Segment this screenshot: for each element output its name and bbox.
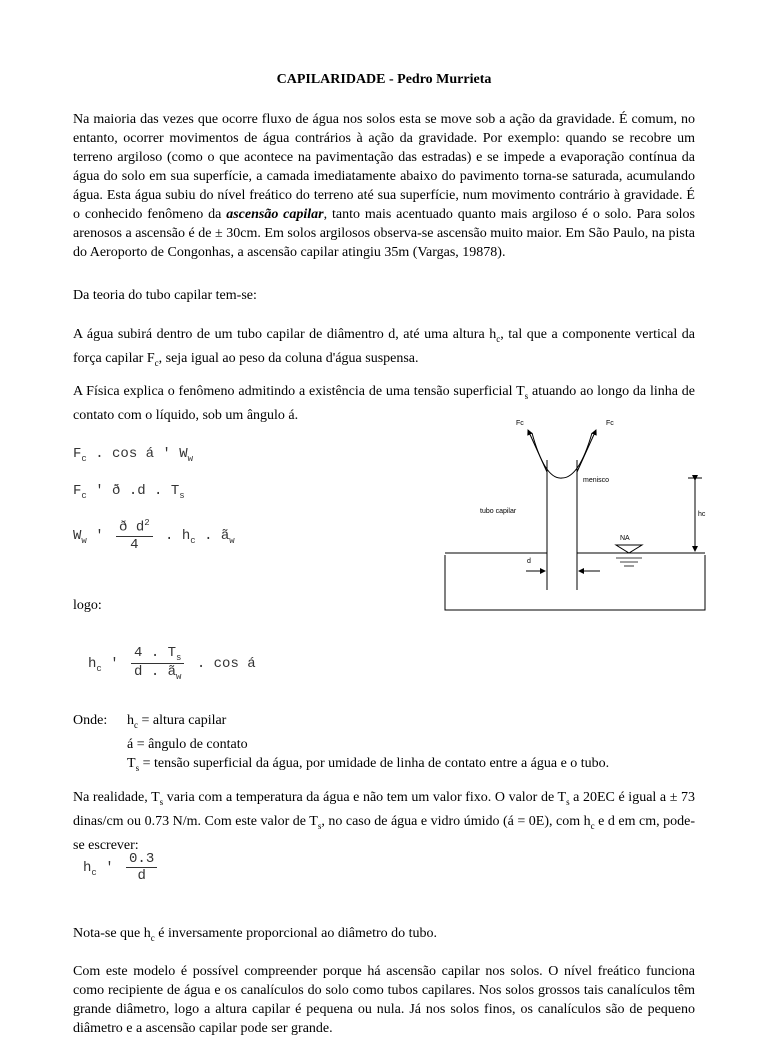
- paragraph-model: Com este modelo é possível compreender porque há ascensão capilar nos solos. O nível freático funciona como recipiente de água e os canalículos do solo como tubos capilares. Nos solos grossos tais canalículos têm grande diâmetro, logo a altura capilar é pequena ou nula. Já nos solos finos, os canalículos são de pequeno diâmetro e a ascensão capilar pode ser grande.: [73, 964, 695, 1036]
- definition-hc: $h_c$ = altura capilar: [127, 713, 227, 730]
- tube-text-c: , seja igual ao peso da coluna d'água suspensa.: [158, 350, 419, 366]
- hc-label: hc: [698, 511, 706, 518]
- intro-emphasis: ascensão capilar: [226, 207, 324, 222]
- water-container: [445, 555, 705, 610]
- paragraph-reality: Na realidade, $T_s$ varia com a temperatura da água e não tem um valor fixo. O valor de $T_s$ a 20EC é igual a ± 73 dinas/cm ou 0.73 N/m. Com este valor de $T_s$, no caso de água e vidro úmido (á = 0E), com $h_c$ e d em cm, pode-se escrever:: [73, 790, 696, 853]
- tubo-capilar-label: tubo capilar: [480, 508, 517, 515]
- paragraph-intro: [73, 110, 695, 262]
- na-triangle-icon: [616, 545, 642, 553]
- fc-label-left: Fc: [516, 420, 524, 427]
- document-title: CAPILARIDADE - Pedro Murrieta: [276, 72, 492, 87]
- onde-label: Onde:: [73, 713, 108, 728]
- definition-ts: $T_s$ = tensão superficial da água, por umidade de linha de contato entre a água e o tubo.: [127, 755, 610, 773]
- tube-sub-2: c: [154, 357, 159, 368]
- paragraph-tube: [73, 325, 695, 373]
- capillary-tube-diagram: [440, 415, 720, 615]
- paragraph-note: Nota-se que $h_c$ é inversamente proporcional ao diâmetro do tubo.: [73, 926, 438, 943]
- equation-3-fraction: $\frac{ð d^2}{4}$: [116, 518, 153, 553]
- equation-1: $F_c$ . cos á ' $W_w$: [73, 446, 194, 464]
- tube-text-a: A água subirá dentro de um tubo capilar de diâmentro d, até uma altura h: [73, 327, 497, 342]
- paragraph-theory: Da teoria do tubo capilar tem-se:: [73, 288, 257, 303]
- logo-label: logo:: [73, 598, 102, 613]
- menisco-label: menisco: [583, 477, 610, 484]
- equation-4: $h_c$ ' $\frac{4 . T_s}{d . ã_w}$ . cos á: [88, 645, 256, 682]
- tube-sub-1: c: [496, 333, 501, 344]
- equation-5-fraction: $\frac{0.3}{d}$: [126, 851, 157, 884]
- physics-text-b: atuando ao longo da linha de contato com o líquido, sob um ângulo á.: [73, 384, 695, 423]
- physics-sub: s: [524, 390, 529, 401]
- equation-3: $W_w$ ' $\frac{ð d^2}{4}$ . $h_c$ . $ã_w$: [73, 518, 235, 553]
- equation-2: $F_c$ ' ð .d . $T_s$: [73, 483, 185, 501]
- equation-5: $h_c$ ' $\frac{0.3}{d}$: [83, 851, 161, 884]
- fc-arrow-right: [577, 430, 596, 472]
- intro-text-a: Na maioria das vezes que ocorre fluxo de água nos solos esta se move sob a ação da gravidade. É comum, no entanto, ocorrer movimentos de água contrários à ação da gravidade. Por exemplo: quando se recobre um terreno argiloso (como o que acontece na pavimentação das estradas) e se impede a evaporação contínua da água do solo em sua superfície, a camada imediatamente abaixo do pavimento torna-se saturada, acumulando água. Esta água subiu do nível freático do terreno até sua superfície, num movimento contrário à gravidade. É o conhecido fenômeno da: [73, 112, 695, 222]
- definition-alpha: á = ângulo de contato: [127, 736, 248, 752]
- d-label: d: [527, 558, 531, 565]
- definitions-list: [127, 711, 707, 778]
- na-label: NA: [620, 535, 630, 542]
- equation-4-fraction: $\frac{4 . T_s}{d . ã_w}$: [131, 645, 184, 682]
- fc-label-right: Fc: [606, 420, 614, 427]
- fc-arrow-left: [528, 430, 547, 472]
- intro-text-b: , tanto mais acentuado quanto mais argiloso é o solo. Para solos arenosos a ascensão é de ± 30cm. Em solos argilosos observa-se ascensão muito maior. Em São Paulo, na pista do Aeroporto de Congonhas, a ascensão capilar atingiu 35m (Vargas, 19878).: [73, 207, 695, 260]
- physics-text-a: A Física explica o fenômeno admitindo a existência de uma tensão superficial T: [73, 384, 525, 399]
- meniscus-curve: [532, 433, 592, 478]
- tube-text-b: , tal que a componente vertical da força capilar F: [73, 327, 695, 366]
